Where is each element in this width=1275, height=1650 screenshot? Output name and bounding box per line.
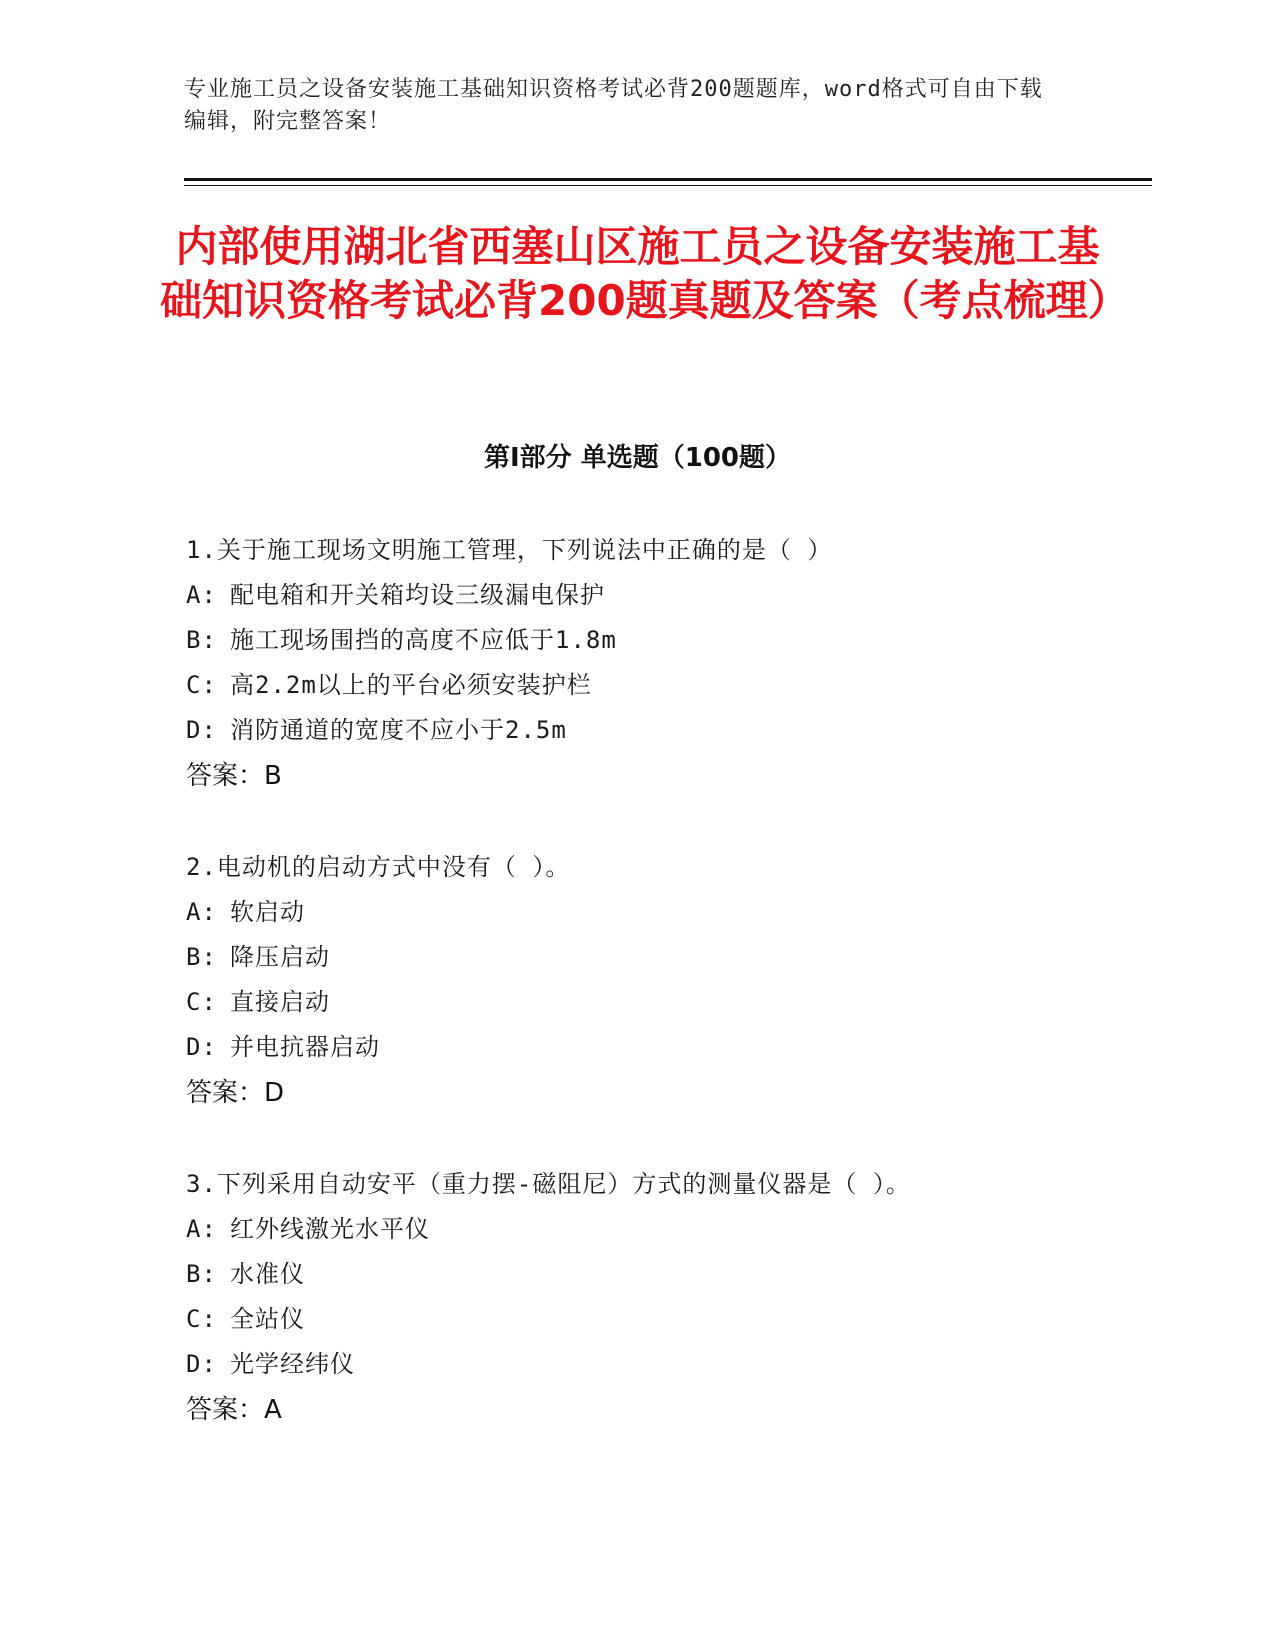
option-text: 配电箱和开关箱均设三级漏电保护: [230, 581, 605, 609]
option-d: [186, 1025, 1146, 1070]
header-rule-thin: [184, 185, 1152, 186]
option-letter: D:: [186, 1350, 217, 1378]
option-text: 红外线激光水平仪: [230, 1215, 430, 1243]
option-letter: C:: [186, 1305, 217, 1333]
question-stem: 1.关于施工现场文明施工管理，下列说法中正确的是（ ）: [186, 536, 833, 564]
option-letter: A:: [186, 898, 217, 926]
option-text: 施工现场围挡的高度不应低于1.8m: [230, 626, 617, 654]
option-letter: B:: [186, 626, 217, 654]
option-letter: D:: [186, 1033, 217, 1061]
option-text: 降压启动: [230, 943, 330, 971]
option-letter: B:: [186, 1260, 217, 1288]
question-1: [186, 528, 1146, 799]
option-text: 全站仪: [230, 1305, 305, 1333]
option-text: 软启动: [230, 898, 305, 926]
option-a: [186, 890, 1146, 935]
option-letter: A:: [186, 1215, 217, 1243]
answer-line: 答案：A: [186, 1395, 282, 1425]
option-d: [186, 1342, 1146, 1387]
header-rule-thick: [184, 178, 1152, 181]
option-a: [186, 573, 1146, 618]
question-stem: 3.下列采用自动安平（重力摆-磁阻尼）方式的测量仪器是（ ）。: [186, 1170, 911, 1198]
header-note: 专业施工员之设备安装施工基础知识资格考试必背200题题库，word格式可自由下载编辑，附完整答案！: [184, 77, 1043, 134]
option-text: 高2.2m以上的平台必须安装护栏: [230, 671, 592, 699]
option-text: 并电抗器启动: [230, 1033, 380, 1061]
option-b: [186, 1252, 1146, 1297]
option-c: [186, 1297, 1146, 1342]
document-title: 内部使用湖北省西塞山区施工员之设备安装施工基础知识资格考试必背200题真题及答案（考点梳理）: [160, 222, 1130, 325]
question-stem: 2.电动机的启动方式中没有（ ）。: [186, 853, 571, 881]
option-d: [186, 708, 1146, 753]
option-text: 直接启动: [230, 988, 330, 1016]
answer-line: 答案：D: [186, 1078, 285, 1108]
question-3: [186, 1162, 1146, 1433]
option-text: 光学经纬仪: [230, 1350, 355, 1378]
option-b: [186, 935, 1146, 980]
option-a: [186, 1207, 1146, 1252]
option-c: [186, 980, 1146, 1025]
section-heading: 第I部分 单选题（100题）: [484, 443, 791, 473]
option-letter: A:: [186, 581, 217, 609]
option-c: [186, 663, 1146, 708]
option-b: [186, 618, 1146, 663]
question-2: [186, 845, 1146, 1116]
question-list: [186, 528, 1146, 1479]
option-letter: B:: [186, 943, 217, 971]
option-text: 水准仪: [230, 1260, 305, 1288]
option-letter: C:: [186, 671, 217, 699]
option-letter: C:: [186, 988, 217, 1016]
option-letter: D:: [186, 716, 217, 744]
option-text: 消防通道的宽度不应小于2.5m: [230, 716, 567, 744]
answer-line: 答案：B: [186, 761, 282, 791]
